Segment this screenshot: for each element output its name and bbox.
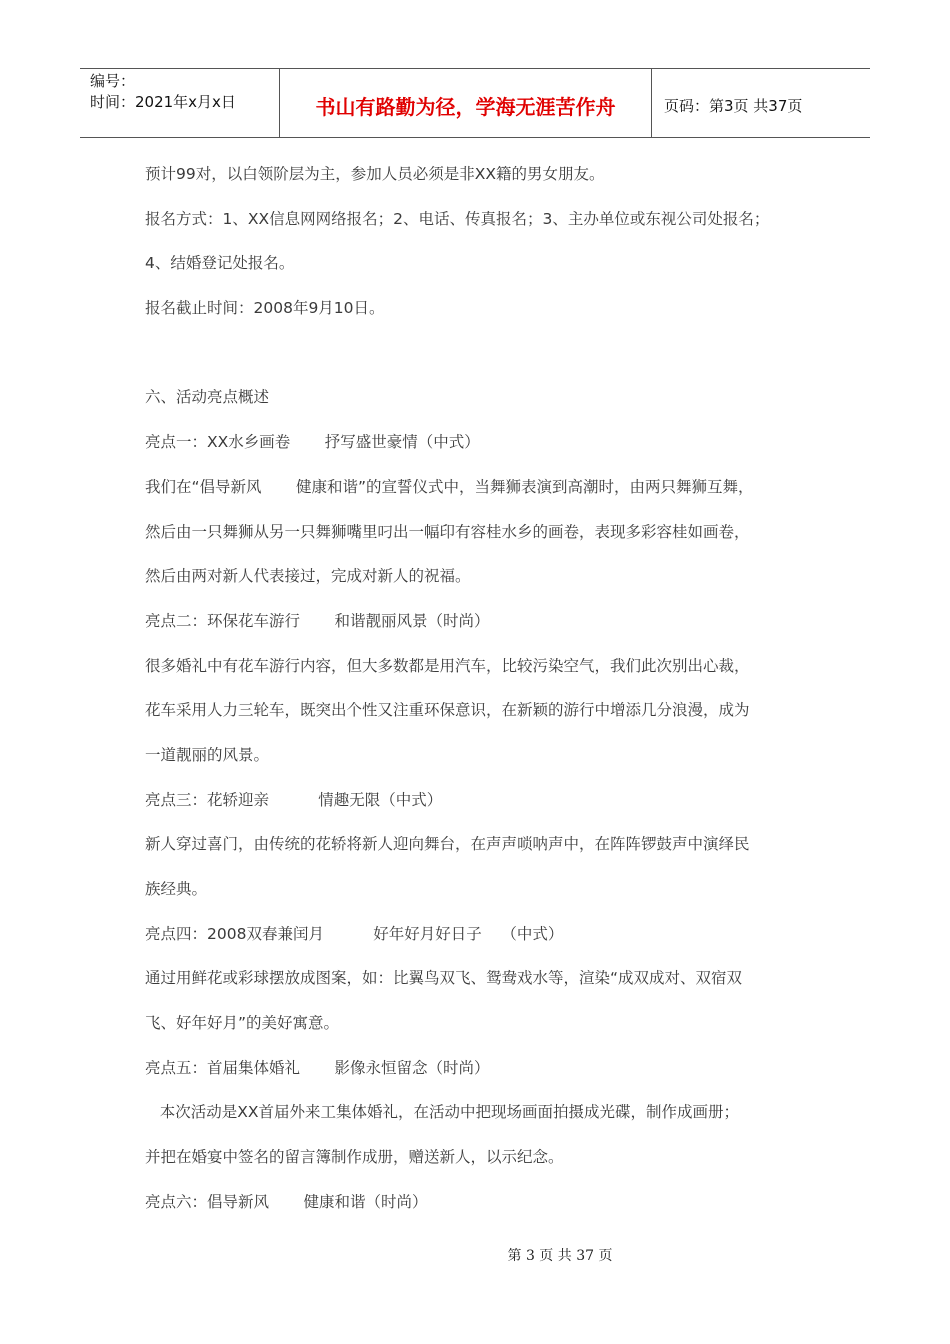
paragraph-line	[145, 331, 825, 376]
paragraph-line: 六、活动亮点概述	[145, 388, 270, 407]
paragraph-line: 预计99对，以白领阶层为主，参加人员必须是非XX籍的男女朋友。	[145, 165, 605, 183]
paragraph-line: 亮点二：环保花车游行 和谐靓丽风景（时尚）	[145, 611, 490, 630]
paragraph-line: 报名截止时间：2008年9月10日。	[145, 299, 385, 318]
date-label: 时间：2021年x月x日	[90, 93, 236, 111]
paragraph-line: 并把在婚宴中签名的留言簿制作成册，赠送新人，以示纪念。	[145, 1148, 564, 1167]
paragraph-line: 亮点五：首届集体婚礼 影像永恒留念（时尚）	[145, 1058, 490, 1077]
paragraph-line: 本次活动是XX首届外来工集体婚礼，在活动中把现场画面拍摄成光碟，制作成画册；	[145, 1103, 740, 1122]
paragraph-line: 新人穿过喜门，由传统的花轿将新人迎向舞台，在声声唢呐声中，在阵阵锣鼓声中演绎民	[145, 835, 750, 854]
paragraph-line: 我们在“倡导新风 健康和谐”的宣誓仪式中，当舞狮表演到高潮时，由两只舞狮互舞，	[145, 477, 754, 496]
header-meta-cell	[80, 69, 280, 137]
paragraph-line: 族经典。	[145, 880, 208, 898]
paragraph-line: 报名方式：1、XX信息网网络报名；2、电话、传真报名；3、主办单位或东视公司处报名；	[145, 209, 770, 228]
paragraph-line: 花车采用人力三轮车，既突出个性又注重环保意识，在新颖的游行中增添几分浪漫，成为	[145, 701, 750, 720]
paragraph-line: 飞、好年好月”的美好寓意。	[145, 1014, 340, 1033]
header-motto: 书山有路勤为径，学海无涯苦作舟	[280, 69, 652, 137]
paragraph-line: 通过用鲜花或彩球摆放成图案，如：比翼鸟双飞、鸳鸯戏水等，渲染“成双成对、双宿双	[145, 969, 743, 988]
paragraph-line: 一道靓丽的风景。	[145, 745, 270, 764]
serial-number-label: 编号：	[90, 72, 136, 90]
paragraph-line: 然后由一只舞狮从另一只舞狮嘴里叼出一幅印有容桂水乡的画卷，表现多彩容桂如画卷，	[145, 522, 750, 541]
header-page-info: 页码：第3页 共37页	[664, 96, 803, 115]
paragraph-line: 亮点六：倡导新风 健康和谐（时尚）	[145, 1192, 428, 1211]
paragraph-line: 亮点四：2008双春兼闰月 好年好月好日子 （中式）	[145, 924, 564, 943]
document-body	[145, 152, 825, 1225]
page-footer: 第 3 页 共 37 页	[507, 1248, 613, 1264]
paragraph-line: 4、结婚登记处报名。	[145, 254, 295, 273]
paragraph-line: 然后由两对新人代表接过，完成对新人的祝福。	[145, 567, 471, 586]
paragraph-line: 很多婚礼中有花车游行内容，但大多数都是用汽车，比较污染空气，我们此次别出心裁，	[145, 656, 750, 675]
paragraph-line: 亮点一：XX水乡画卷 抒写盛世豪情（中式）	[145, 433, 480, 452]
paragraph-line: 亮点三：花轿迎亲 情趣无限（中式）	[145, 790, 443, 809]
page-header	[80, 68, 870, 138]
